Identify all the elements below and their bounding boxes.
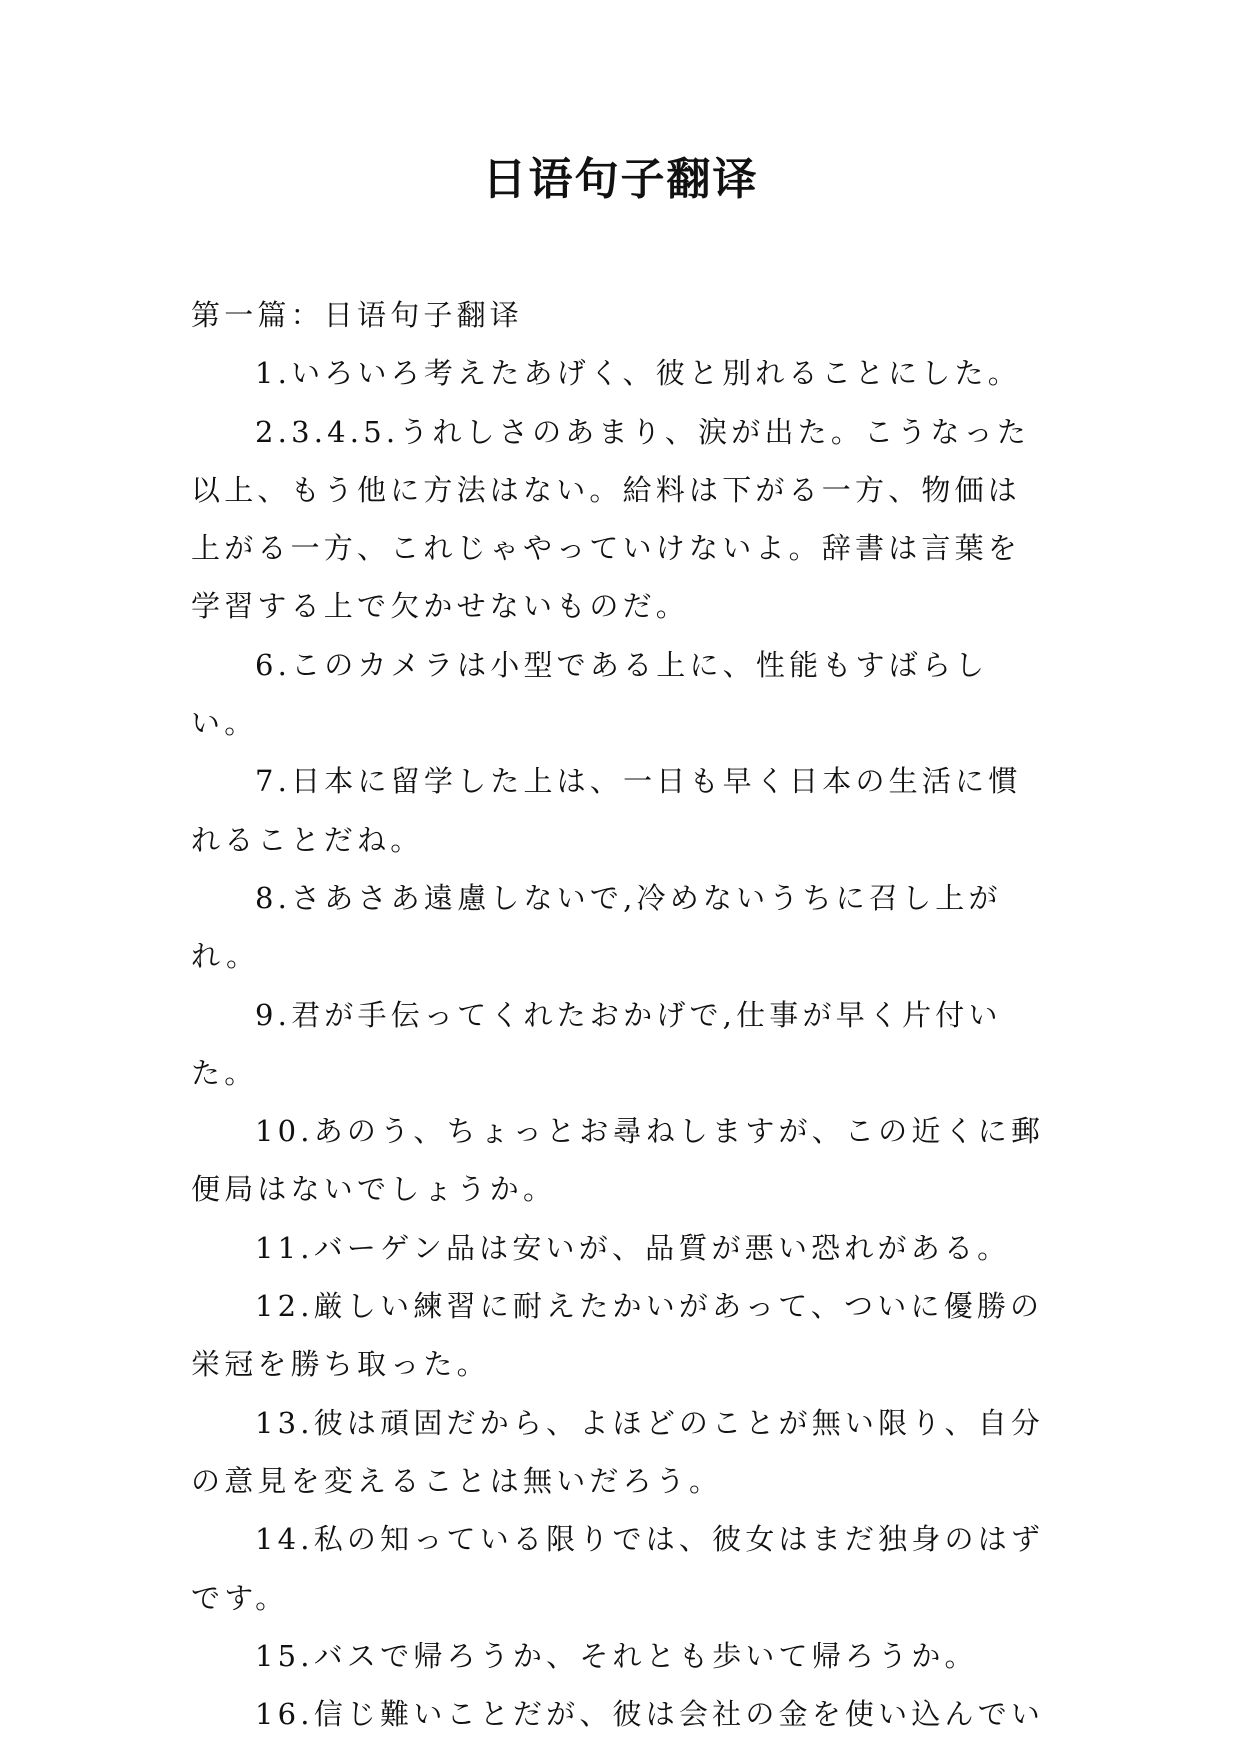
paragraph: 16.信じ難いことだが、彼は会社の金を使い込んでい [255, 1697, 1045, 1732]
document-body [191, 286, 1053, 1743]
paragraph: 8.さあさあ遠慮しないで,冷めないうちに召し上がれ。 [191, 880, 1002, 974]
paragraph: 11.バーゲン品は安いが、品質が悪い恐れがある。 [255, 1230, 1011, 1265]
paragraph: 1.いろいろ考えたあげく、彼と別れることにした。 [255, 356, 1021, 391]
paragraph: 2.3.4.5.うれしさのあまり、涙が出た。こうなった以上、もう他に方法はない。給料は下がる一方、物価は上がる一方、これじゃやっていけないよ。辞書は言葉を学習する上で欠かせないものだ。 [191, 414, 1031, 624]
paragraph: 6.このカメラは小型である上に、性能もすばらしい。 [191, 647, 989, 741]
paragraph: 7.日本に留学した上は、一日も早く日本の生活に慣れることだね。 [191, 764, 1022, 857]
paragraph: 9.君が手伝ってくれたおかげで,仕事が早く片付いた。 [191, 997, 1002, 1090]
document-title: 日语句子翻译 [482, 154, 759, 205]
paragraph: 14.私の知っている限りでは、彼女はまだ独身のはずです。 [191, 1522, 1045, 1615]
section-heading: 第一篇：日语句子翻译 [191, 298, 524, 332]
paragraph: 13.彼は頑固だから、よほどのことが無い限り、自分の意見を変えることは無いだろう。 [191, 1405, 1045, 1498]
paragraph: 15.バスで帰ろうか、それとも歩いて帰ろうか。 [255, 1638, 978, 1673]
paragraph: 10.あのう、ちょっとお尋ねしますが、この近くに郵便局はないでしょうか。 [191, 1114, 1045, 1207]
paragraph: 12.厳しい練習に耐えたかいがあって、ついに優勝の栄冠を勝ち取った。 [191, 1289, 1044, 1382]
